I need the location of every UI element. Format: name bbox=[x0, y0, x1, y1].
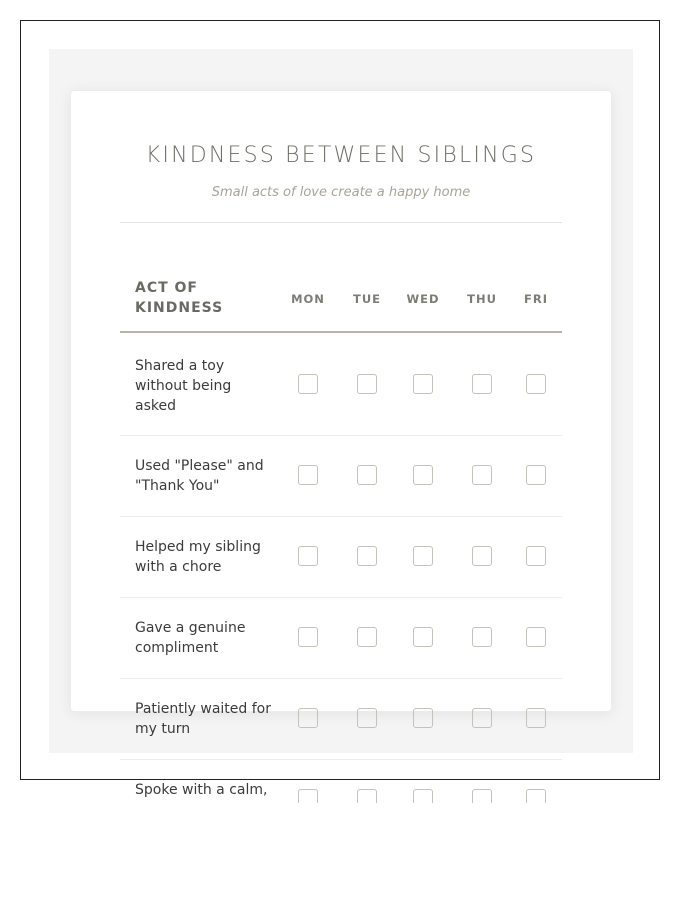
row-label: Helped my sibling with a chore bbox=[135, 539, 261, 575]
checkbox-mon[interactable] bbox=[298, 708, 318, 728]
column-header-act: ACT OF KINDNESS bbox=[135, 280, 224, 316]
checkbox-fri[interactable] bbox=[526, 546, 546, 566]
checkbox-tue[interactable] bbox=[357, 708, 377, 728]
column-header-wed: WED bbox=[406, 292, 440, 306]
checkbox-wed[interactable] bbox=[413, 546, 433, 566]
checkbox-thu[interactable] bbox=[472, 374, 492, 394]
row-label: Patiently waited for my turn bbox=[135, 701, 271, 737]
checkbox-mon[interactable] bbox=[298, 374, 318, 394]
page-subtitle: Small acts of love create a happy home bbox=[211, 185, 471, 200]
checkbox-mon[interactable] bbox=[298, 789, 318, 803]
checkbox-tue[interactable] bbox=[357, 374, 377, 394]
column-header-thu: THU bbox=[467, 292, 497, 306]
title-divider bbox=[120, 222, 562, 223]
checkbox-fri[interactable] bbox=[526, 627, 546, 647]
table-header bbox=[120, 270, 562, 333]
checkbox-tue[interactable] bbox=[357, 465, 377, 485]
page-title: KINDNESS BETWEEN SIBLINGS bbox=[145, 143, 537, 168]
checkbox-tue[interactable] bbox=[357, 789, 377, 803]
checkbox-tue[interactable] bbox=[357, 627, 377, 647]
table-row bbox=[120, 333, 562, 436]
checkbox-thu[interactable] bbox=[472, 789, 492, 803]
checkbox-mon[interactable] bbox=[298, 546, 318, 566]
row-label: Gave a genuine compliment bbox=[135, 620, 246, 656]
checkbox-wed[interactable] bbox=[413, 789, 433, 803]
checkbox-thu[interactable] bbox=[472, 627, 492, 647]
row-label: Spoke with a calm, bbox=[135, 782, 268, 798]
table-row bbox=[120, 760, 562, 803]
row-label: Shared a toy without being asked bbox=[135, 358, 232, 414]
checkbox-mon[interactable] bbox=[298, 465, 318, 485]
row-label: Used "Please" and "Thank You" bbox=[135, 458, 264, 494]
checkbox-thu[interactable] bbox=[472, 546, 492, 566]
checkbox-fri[interactable] bbox=[526, 789, 546, 803]
checkbox-wed[interactable] bbox=[413, 708, 433, 728]
column-header-tue: TUE bbox=[352, 292, 382, 306]
table-row bbox=[120, 598, 562, 679]
kindness-chart bbox=[120, 0, 562, 803]
checkbox-fri[interactable] bbox=[526, 374, 546, 394]
checkbox-wed[interactable] bbox=[413, 374, 433, 394]
column-header-fri: FRI bbox=[524, 292, 548, 306]
checkbox-wed[interactable] bbox=[413, 465, 433, 485]
checkbox-wed[interactable] bbox=[413, 627, 433, 647]
checkbox-tue[interactable] bbox=[357, 546, 377, 566]
checkbox-fri[interactable] bbox=[526, 465, 546, 485]
checkbox-thu[interactable] bbox=[472, 708, 492, 728]
table-row bbox=[120, 517, 562, 598]
table-row bbox=[120, 436, 562, 517]
checkbox-fri[interactable] bbox=[526, 708, 546, 728]
checkbox-mon[interactable] bbox=[298, 627, 318, 647]
column-header-mon: MON bbox=[291, 292, 325, 306]
checkbox-thu[interactable] bbox=[472, 465, 492, 485]
table-row bbox=[120, 679, 562, 760]
